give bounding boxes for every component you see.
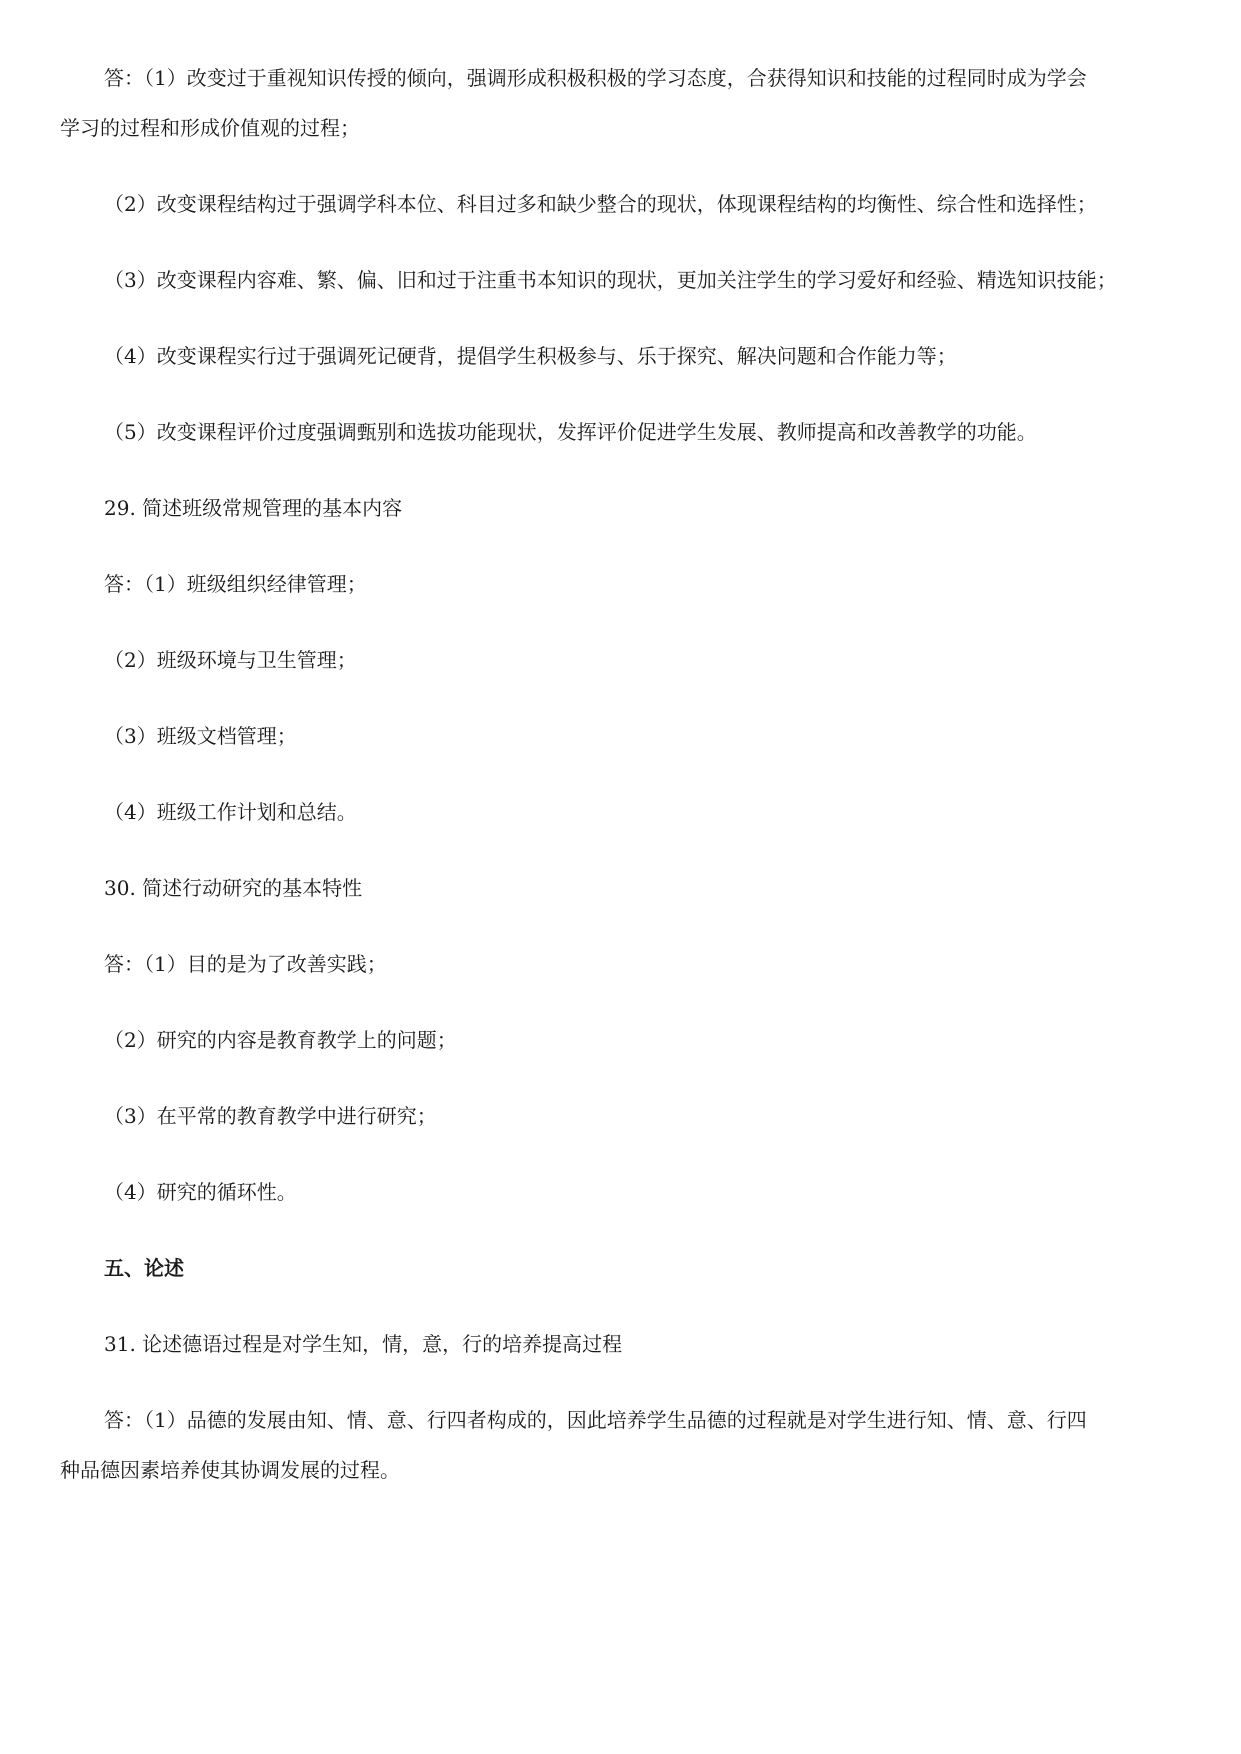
question-31: 31. 论述德语过程是对学生知，情，意，行的培养提高过程 — [104, 1332, 623, 1356]
answer-31-line-1: 答：（1）品德的发展由知、情、意、行四者构成的，因此培养学生品德的过程就是对学生进行知、情、意、行四 — [104, 1408, 1087, 1432]
answer-29-item-4: （4）班级工作计划和总结。 — [104, 800, 357, 824]
answer-31-line-2: 种品德因素培养使其协调发展的过程。 — [60, 1458, 400, 1482]
answer-28-line-1: 答：（1）改变过于重视知识传授的倾向，强调形成积极积极的学习态度，合获得知识和技能的过程同时成为学会 — [104, 66, 1087, 90]
answer-28-item-5: （5）改变课程评价过度强调甄别和选拔功能现状，发挥评价促进学生发展、教师提高和改善教学的功能。 — [104, 420, 1037, 444]
question-30: 30. 简述行动研究的基本特性 — [104, 876, 363, 900]
answer-28-item-4: （4）改变课程实行过于强调死记硬背，提倡学生积极参与、乐于探究、解决问题和合作能力等； — [104, 344, 957, 368]
answer-28-line-2: 学习的过程和形成价值观的过程； — [60, 116, 360, 140]
answer-30-item-2: （2）研究的内容是教育教学上的问题； — [104, 1028, 457, 1052]
question-29: 29. 简述班级常规管理的基本内容 — [104, 496, 403, 520]
answer-28-item-3: （3）改变课程内容难、繁、偏、旧和过于注重书本知识的现状，更加关注学生的学习爱好和经验、精选知识技能； — [104, 268, 1117, 292]
answer-28-item-2: （2）改变课程结构过于强调学科本位、科目过多和缺少整合的现状，体现课程结构的均衡性、综合性和选择性； — [104, 192, 1097, 216]
answer-29-item-1: 答：（1）班级组织经律管理； — [104, 572, 367, 596]
section-heading: 五、论述 — [104, 1256, 184, 1280]
answer-30-item-3: （3）在平常的教育教学中进行研究； — [104, 1104, 437, 1128]
answer-30-item-4: （4）研究的循环性。 — [104, 1180, 297, 1204]
answer-29-item-3: （3）班级文档管理； — [104, 724, 297, 748]
answer-30-item-1: 答：（1）目的是为了改善实践； — [104, 952, 387, 976]
answer-29-item-2: （2）班级环境与卫生管理； — [104, 648, 357, 672]
